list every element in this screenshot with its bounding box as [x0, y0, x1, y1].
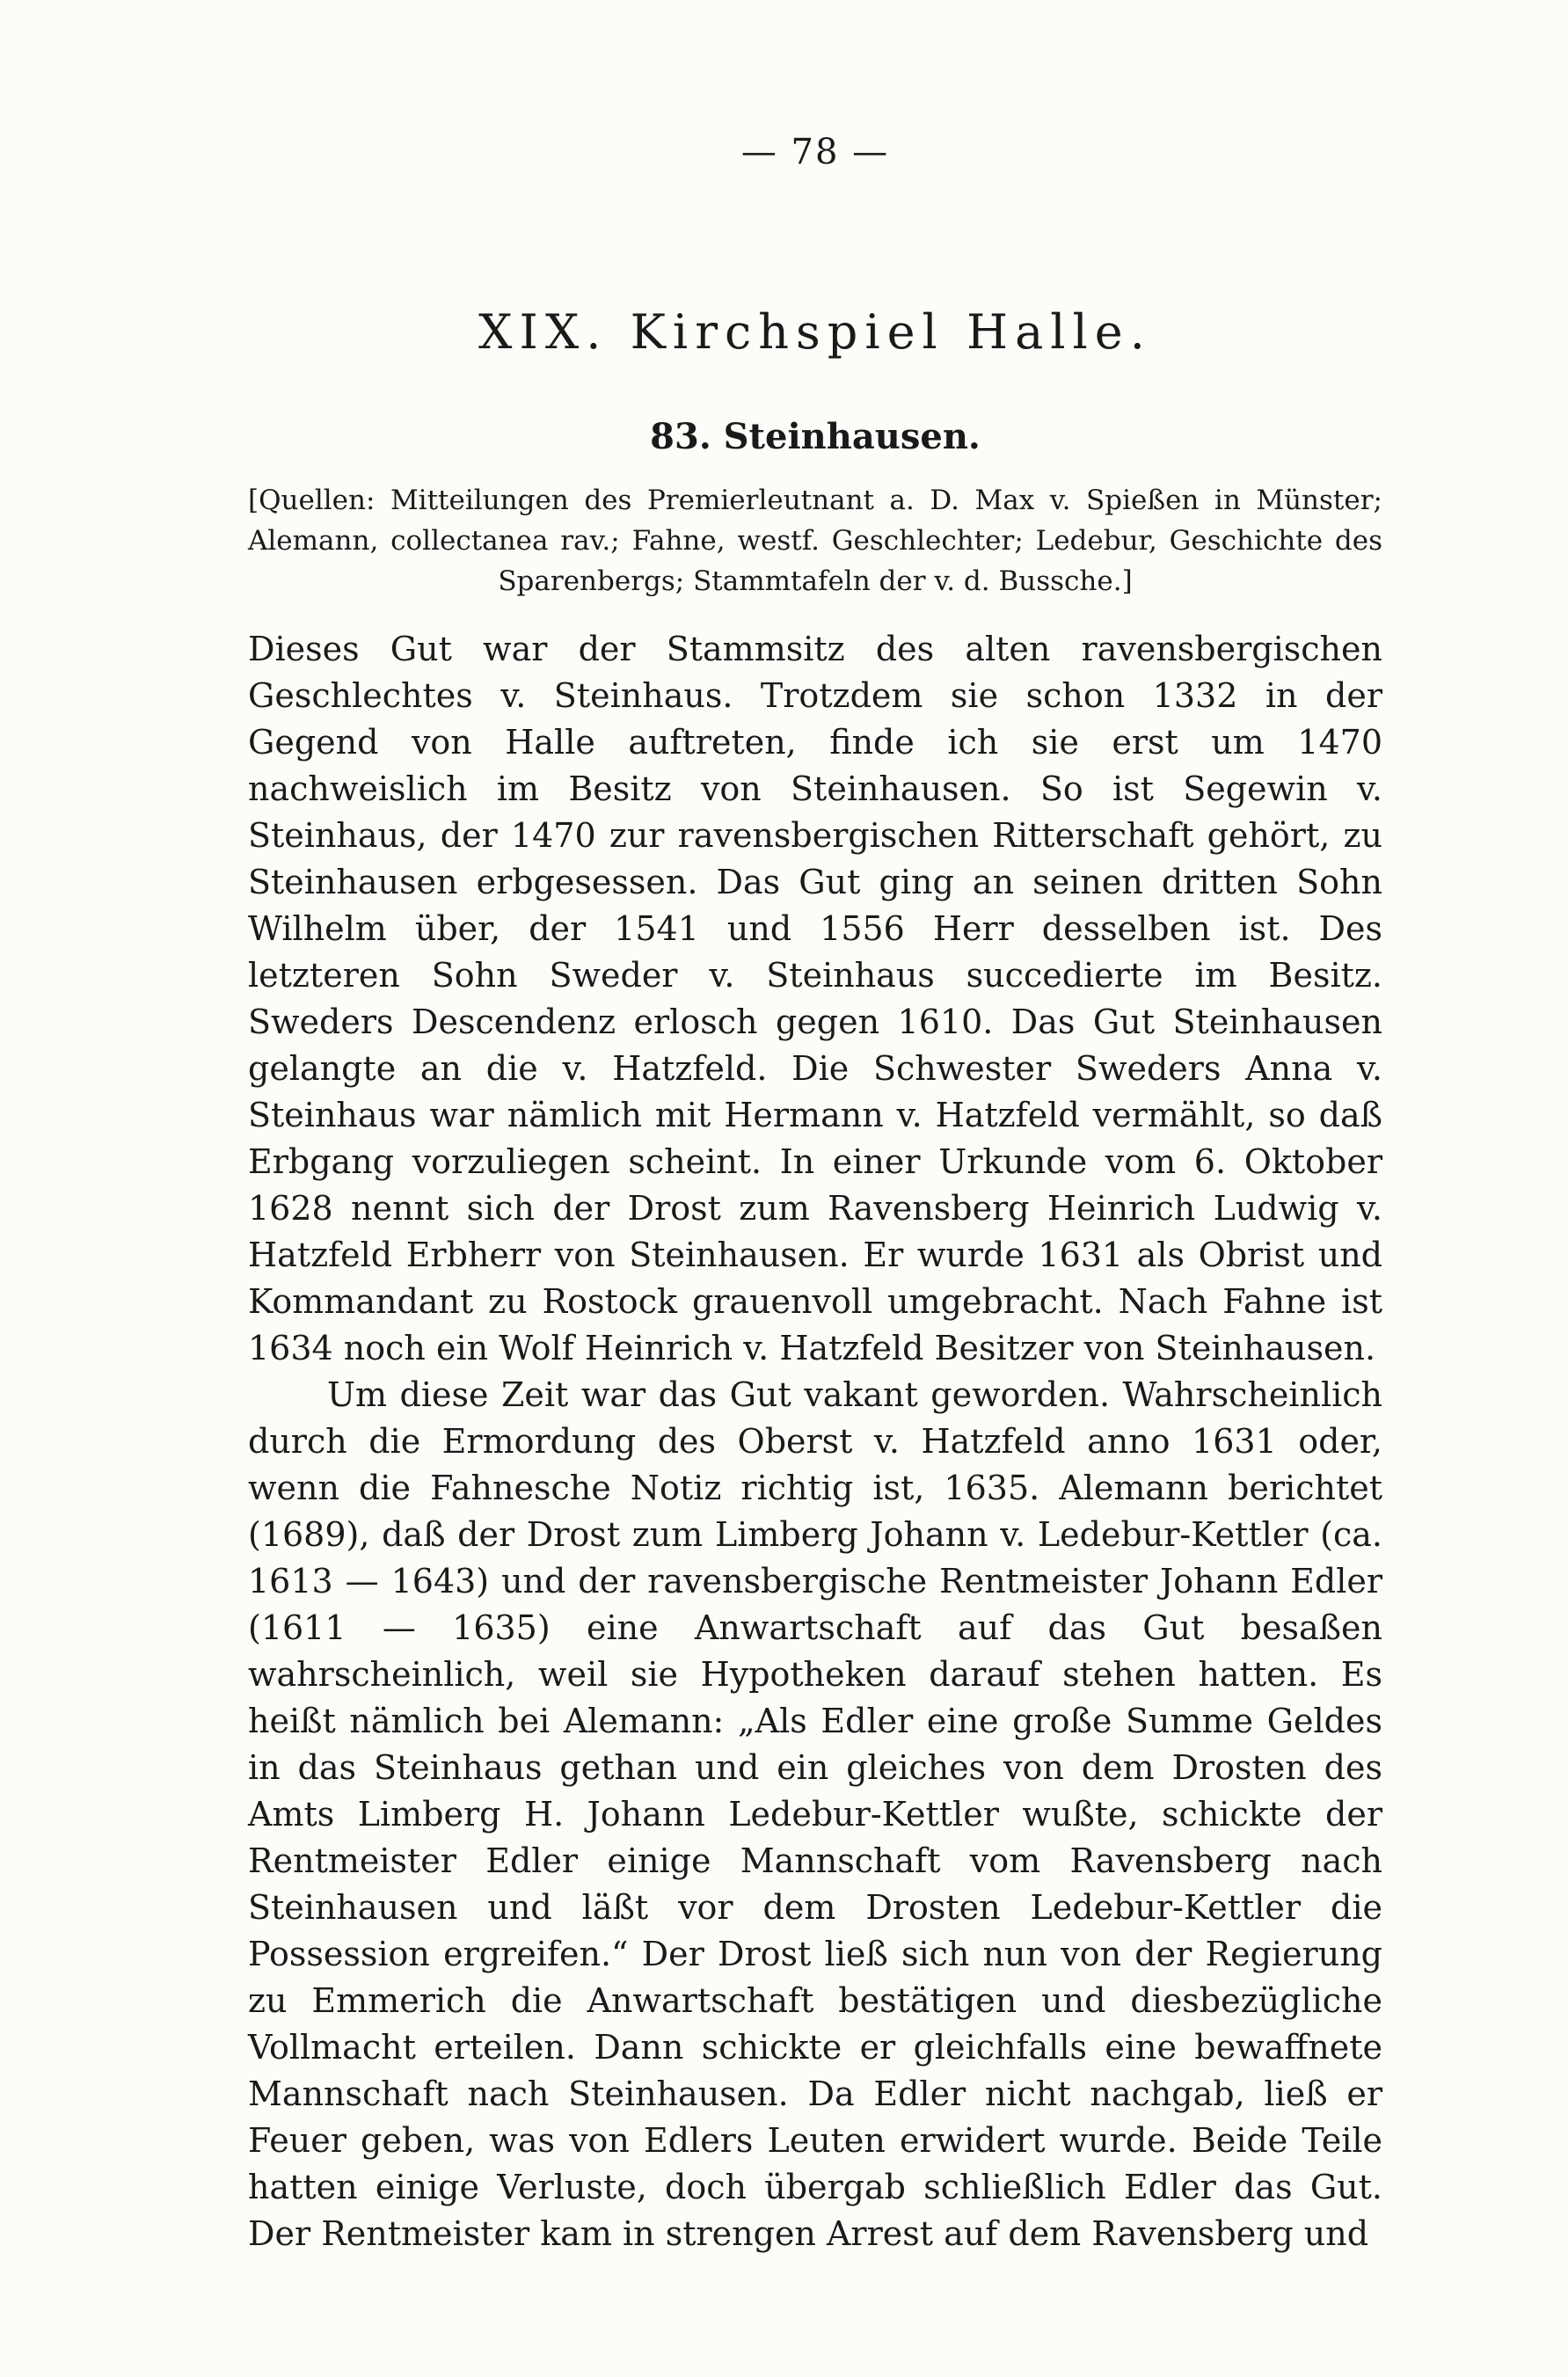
entry-title: 83. Steinhausen. — [650, 416, 981, 457]
paragraph-2: Um diese Zeit war das Gut vakant geworden. Wahrscheinlich durch die Ermordung des Oberst v. Hatzfeld anno 1631 oder, wenn die Fahnesche Notiz richtig ist, 1635. Alemann berichtet (1689), daß der Drost zum Limberg Johann v. Ledebur-Kettler (ca. 1613 — 1643) und der ravensbergische Rentmeister Johann Edler (1611 — 1635) eine Anwartschaft auf das Gut besaßen wahrscheinlich, weil sie Hypotheken darauf stehen hatten. Es heißt nämlich bei Alemann: „Als Edler eine große Summe Geldes in das Steinhaus gethan und ein gleiches von dem Drosten des Amts Limberg H. Johann Ledebur-Kettler wußte, schickte der Rentmeister Edler einige Mannschaft vom Ravensberg nach Steinhausen und läßt vor dem Drosten Ledebur-Kettler die Possession ergreifen.“ Der Drost ließ sich nun von der Regierung zu Emmerich die Anwartschaft bestätigen und diesbezügliche Vollmacht erteilen. Dann schickte er gleichfalls eine bewaffnete Mannschaft nach Steinhausen. Da Edler nicht nachgab, ließ er Feuer geben, was von Edlers Leuten erwidert wurde. Beide Teile hatten einige Verluste, doch übergab schließlich Edler das Gut. Der Rentmeister kam in strengen Arrest auf dem Ravensberg und — [248, 1375, 1382, 2253]
page-number: — 78 — — [740, 132, 890, 172]
document-page — [248, 132, 1382, 2257]
section-title: XIX. Kirchspiel Halle. — [478, 304, 1152, 360]
sources-note: [Quellen: Mitteilungen des Premierleutnant a. D. Max v. Spießen in Münster; Alemann, collectanea rav.; Fahne, westf. Geschlechter; Ledebur, Geschichte des Sparenbergs; Stammtafeln der v. d. Bussche.] — [248, 485, 1382, 597]
paragraph-1: Dieses Gut war der Stammsitz des alten ravensbergischen Geschlechtes v. Steinhaus. Trotzdem sie schon 1332 in der Gegend von Halle auftreten, finde ich sie erst um 1470 nachweislich im Besitz von Steinhausen. So ist Segewin v. Steinhaus, der 1470 zur ravensbergischen Ritterschaft gehört, zu Steinhausen erbgesessen. Das Gut ging an seinen dritten Sohn Wilhelm über, der 1541 und 1556 Herr desselben ist. Des letzteren Sohn Sweder v. Steinhaus succedierte im Besitz. Sweders Descendenz erlosch gegen 1610. Das Gut Steinhausen gelangte an die v. Hatzfeld. Die Schwester Sweders Anna v. Steinhaus war nämlich mit Hermann v. Hatzfeld vermählt, so daß Erbgang vorzuliegen scheint. In einer Urkunde vom 6. Oktober 1628 nennt sich der Drost zum Ravensberg Heinrich Ludwig v. Hatzfeld Erbherr von Steinhausen. Er wurde 1631 als Obrist und Kommandant zu Rostock grauenvoll umgebracht. Nach Fahne ist 1634 noch ein Wolf Heinrich v. Hatzfeld Besitzer von Steinhausen. — [248, 630, 1382, 1367]
